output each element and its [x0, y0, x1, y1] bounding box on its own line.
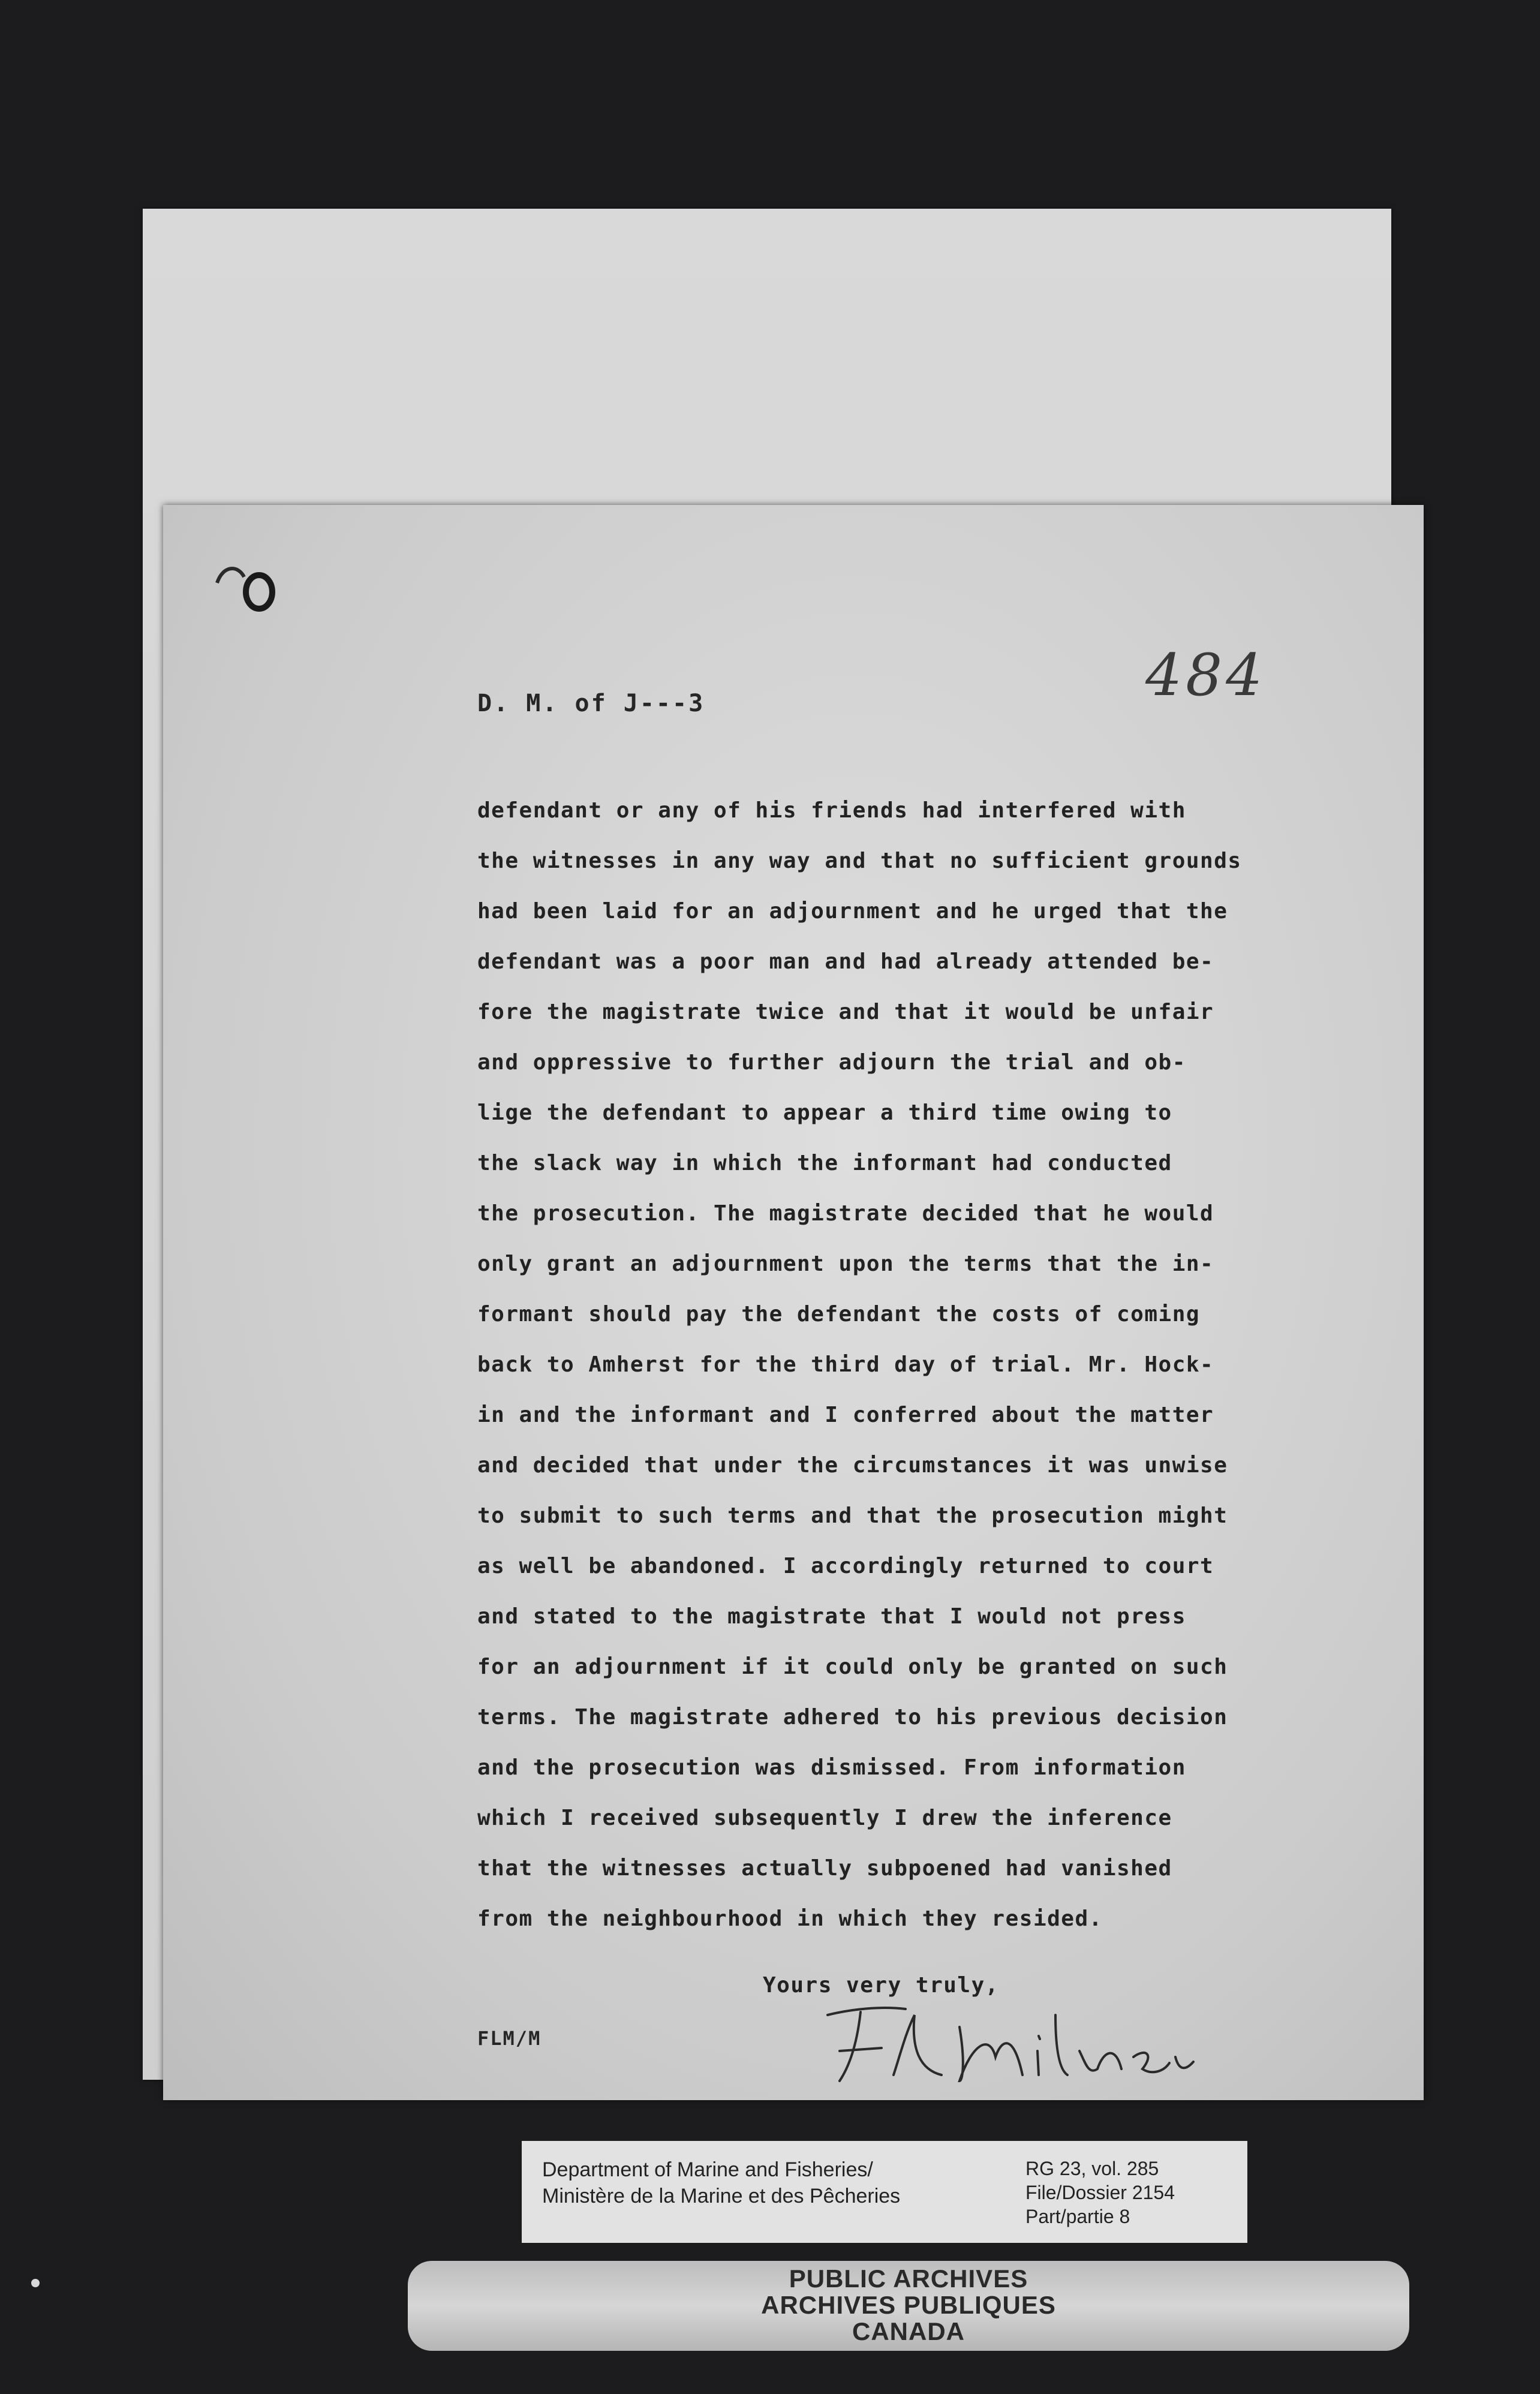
body-line: the slack way in which the informant had conducted	[477, 1151, 1172, 1175]
body-line: terms. The magistrate adhered to his previous decision	[477, 1705, 1228, 1730]
body-line: had been laid for an adjournment and he urged that the	[477, 899, 1228, 924]
handwritten-signature	[816, 1991, 1199, 2093]
body-line: and the prosecution was dismissed. From information	[477, 1755, 1186, 1780]
body-line: defendant or any of his friends had interfered with	[477, 798, 1186, 823]
stamp-line: PUBLIC ARCHIVES	[789, 2264, 1028, 2293]
page-number: 484	[1145, 642, 1267, 709]
body-line: formant should pay the defendant the costs of coming	[477, 1302, 1201, 1327]
public-archives-stamp	[408, 2261, 1409, 2351]
page-header: D. M. of J---3	[477, 690, 705, 717]
body-line: in and the informant and I conferred about the matter	[477, 1403, 1214, 1427]
body-line: and oppressive to further adjourn the trial and ob-	[477, 1050, 1186, 1075]
body-line: from the neighbourhood in which they resided.	[477, 1906, 1103, 1931]
stamp-line: CANADA	[852, 2317, 965, 2345]
body-line: lige the defendant to appear a third time owing to	[477, 1100, 1172, 1125]
department-line: Department of Marine and Fisheries/	[542, 2158, 873, 2181]
typist-initials: FLM/M	[477, 2027, 542, 2050]
reference-line: RG 23, vol. 285	[1025, 2158, 1159, 2179]
body-line: defendant was a poor man and had already attended be-	[477, 949, 1214, 974]
body-line: the witnesses in any way and that no sufficient grounds	[477, 849, 1242, 873]
department-name	[542, 2157, 900, 2209]
body-line: fore the magistrate twice and that it would be unfair	[477, 1000, 1214, 1024]
body-line: as well be abandoned. I accordingly returned to court	[477, 1554, 1214, 1578]
body-line: back to Amherst for the third day of trial. Mr. Hock-	[477, 1352, 1214, 1377]
record-group-reference	[1025, 2157, 1175, 2228]
body-line: the prosecution. The magistrate decided that he would	[477, 1201, 1214, 1226]
letter-body	[477, 786, 1329, 1944]
reference-line: Part/partie 8	[1025, 2206, 1130, 2227]
body-line: that the witnesses actually subpoened had vanished	[477, 1856, 1172, 1881]
body-line: and decided that under the circumstances it was unwise	[477, 1453, 1228, 1478]
paper-clip-mark	[211, 559, 283, 613]
body-line: and stated to the magistrate that I would not press	[477, 1604, 1186, 1629]
body-line: to submit to such terms and that the prosecution might	[477, 1503, 1228, 1528]
department-line: Ministère de la Marine et des Pêcheries	[542, 2185, 901, 2207]
closing-salutation: Yours very truly,	[763, 1973, 999, 1998]
body-line: which I received subsequently I drew the inference	[477, 1806, 1172, 1830]
body-line: for an adjournment if it could only be granted on such	[477, 1655, 1228, 1679]
dust-speck	[31, 2279, 40, 2287]
archive-reference-label	[522, 2141, 1247, 2243]
body-line: only grant an adjournment upon the terms that the in-	[477, 1252, 1214, 1276]
stamp-line: ARCHIVES PUBLIQUES	[761, 2291, 1056, 2319]
reference-line: File/Dossier 2154	[1025, 2182, 1175, 2203]
